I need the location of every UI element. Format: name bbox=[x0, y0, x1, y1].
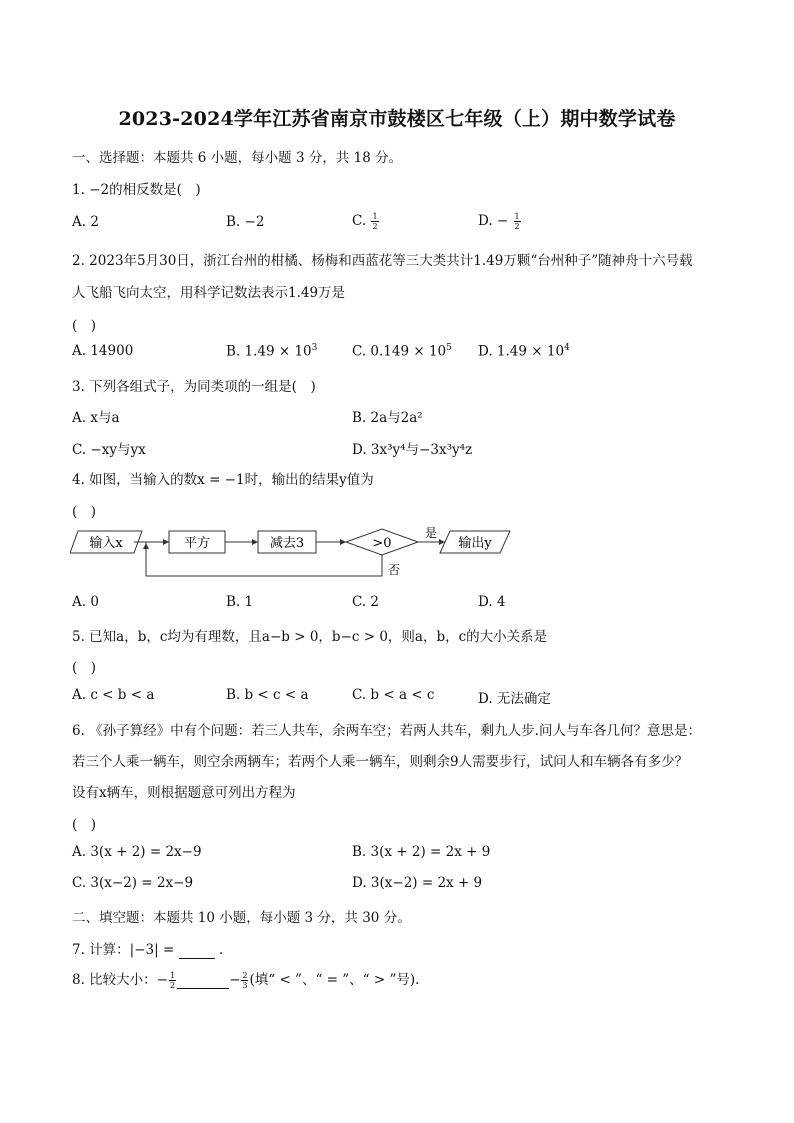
q8-answer-blank[interactable] bbox=[177, 972, 229, 989]
q5-option-d: D. 无法确定 bbox=[478, 691, 551, 707]
q1-d-numerator: 1 bbox=[514, 212, 520, 221]
flow-output-label: 输出y bbox=[458, 536, 492, 551]
q4-option-c: C. 2 bbox=[352, 594, 380, 610]
question-2-stem-line-1: 2. 2023年5月30日，浙江台州的柑橘、杨梅和西蓝花等三大类共计1.49万颗“台州种子”随神舟十六号载 bbox=[72, 253, 693, 269]
section-choice-text: 一、选择题：本题共 6 小题，每小题 3 分，共 18 分。 bbox=[72, 150, 403, 166]
flow-loop-back-line bbox=[146, 542, 382, 576]
q2-option-d bbox=[478, 343, 570, 360]
question-8 bbox=[72, 968, 419, 990]
q1-d-denominator: 2 bbox=[514, 222, 520, 231]
exam-title: 2023-2024学年江苏省南京市鼓楼区七年级（上）期中数学试卷 bbox=[118, 108, 676, 130]
question-2-answer-paren: ( ) bbox=[72, 318, 97, 334]
q2-option-d-base: D. 1.49 × 10 bbox=[478, 343, 565, 360]
q8-fraction-1-numerator: 1 bbox=[169, 971, 176, 980]
q2-option-c-base: C. 0.149 × 10 bbox=[352, 343, 447, 360]
flow-arrowhead-3 bbox=[340, 539, 346, 545]
q2-option-b bbox=[226, 343, 317, 360]
q1-option-c-label: C. bbox=[352, 213, 367, 229]
q8-fraction-2 bbox=[241, 971, 248, 990]
flow-no-label: 否 bbox=[387, 563, 401, 577]
q1-option-d-label: D. − bbox=[478, 213, 509, 229]
q4-flowchart bbox=[70, 524, 520, 580]
q1-c-numerator: 1 bbox=[372, 212, 378, 221]
q1-option-c-fraction bbox=[371, 212, 378, 231]
q3-option-c: C. −xy与yx bbox=[72, 442, 146, 458]
flow-square-label: 平方 bbox=[183, 536, 211, 551]
q8-middle-sign: − bbox=[229, 972, 241, 988]
q2-option-b-base: B. 1.49 × 10 bbox=[226, 343, 312, 360]
flow-arrowhead-loop bbox=[143, 543, 149, 549]
q8-suffix: (填“ < ”、“ = ”、“ > ”号). bbox=[249, 972, 420, 988]
flow-yes-label: 是 bbox=[424, 526, 438, 540]
q6-option-c: C. 3(x−2) = 2x−9 bbox=[72, 875, 194, 891]
q6-option-a: A. 3(x + 2) = 2x−9 bbox=[72, 844, 202, 860]
question-6-stem-line-1: 6. 《孙子算经》中有个问题：若三人共车，余两车空；若两人共车，剩九人步.问人与车各几何？意思是： bbox=[72, 723, 701, 739]
q8-prefix: 8. 比较大小：− bbox=[72, 972, 168, 988]
flow-condition-label: >0 bbox=[372, 536, 392, 551]
q1-option-c bbox=[352, 212, 380, 231]
question-3-stem: 3. 下列各组式子，为同类项的一组是( ) bbox=[72, 379, 316, 395]
q3-option-a: A. x与a bbox=[72, 410, 120, 426]
q8-fraction-2-denominator: 3 bbox=[242, 981, 248, 990]
q1-option-a: A. 2 bbox=[72, 214, 99, 230]
question-1-stem: 1. −2的相反数是( ) bbox=[72, 182, 201, 198]
question-4-answer-paren: ( ) bbox=[72, 504, 97, 520]
q3-option-d: D. 3x³y⁴与−3x³y⁴z bbox=[352, 442, 473, 458]
question-6-answer-paren: ( ) bbox=[72, 817, 97, 833]
question-2-stem-line-2: 人飞船飞向太空，用科学记数法表示1.49万是 bbox=[72, 285, 346, 301]
q4-option-a: A. 0 bbox=[72, 594, 99, 610]
q1-option-d bbox=[478, 212, 522, 231]
q2-option-d-exponent: 4 bbox=[564, 343, 570, 353]
question-7 bbox=[72, 938, 223, 959]
q2-option-a: A. 14900 bbox=[72, 343, 134, 359]
q5-option-c: C. b < a < c bbox=[352, 687, 435, 703]
question-4-stem: 4. 如图，当输入的数x = −1时，输出的结果y值为 bbox=[72, 472, 374, 488]
q1-option-d-fraction bbox=[514, 212, 521, 231]
q1-c-denominator: 2 bbox=[372, 222, 378, 231]
question-5-stem: 5. 已知a，b，c均为有理数，且a−b > 0，b−c > 0，则a，b，c的大小关系是 bbox=[72, 629, 548, 645]
q4-option-b: B. 1 bbox=[226, 594, 254, 610]
q8-fraction-2-numerator: 2 bbox=[242, 971, 248, 980]
question-6-stem-line-3: 设有x辆车，则根据题意可列出方程为 bbox=[72, 785, 296, 801]
q5-option-a: A. c < b < a bbox=[72, 687, 155, 703]
q7-answer-blank[interactable] bbox=[179, 942, 215, 959]
q2-option-c-exponent: 5 bbox=[446, 343, 452, 353]
q7-prefix: 7. 计算：|−3| = bbox=[72, 942, 179, 958]
q2-option-b-exponent: 3 bbox=[311, 343, 318, 353]
q2-option-c bbox=[352, 343, 452, 360]
q4-option-d: D. 4 bbox=[478, 594, 506, 610]
q1-option-b: B. −2 bbox=[226, 214, 265, 230]
q8-fraction-1 bbox=[169, 971, 176, 990]
q8-fraction-1-denominator: 2 bbox=[169, 981, 176, 990]
question-6-stem-line-2: 若三个人乘一辆车，则空余两辆车；若两个人乘一辆车，则剩余9人需要步行，试问人和车辆各有多少？ bbox=[72, 754, 689, 770]
flow-input-label: 输入x bbox=[89, 536, 123, 551]
flow-arrowhead-2 bbox=[252, 539, 258, 545]
q3-option-b: B. 2a与2a² bbox=[352, 410, 423, 426]
flow-minus-label: 减去3 bbox=[269, 536, 305, 551]
q6-option-d: D. 3(x−2) = 2x + 9 bbox=[352, 875, 483, 891]
flow-arrowhead-1 bbox=[163, 539, 169, 545]
q7-suffix: . bbox=[214, 942, 224, 958]
section-choice-heading bbox=[72, 146, 402, 166]
q5-option-b: B. b < c < a bbox=[226, 687, 309, 703]
question-5-answer-paren: ( ) bbox=[72, 660, 97, 676]
section-fill-heading: 二、填空题：本题共 10 小题，每小题 3 分，共 30 分。 bbox=[72, 910, 411, 926]
q6-option-b: B. 3(x + 2) = 2x + 9 bbox=[352, 844, 491, 860]
